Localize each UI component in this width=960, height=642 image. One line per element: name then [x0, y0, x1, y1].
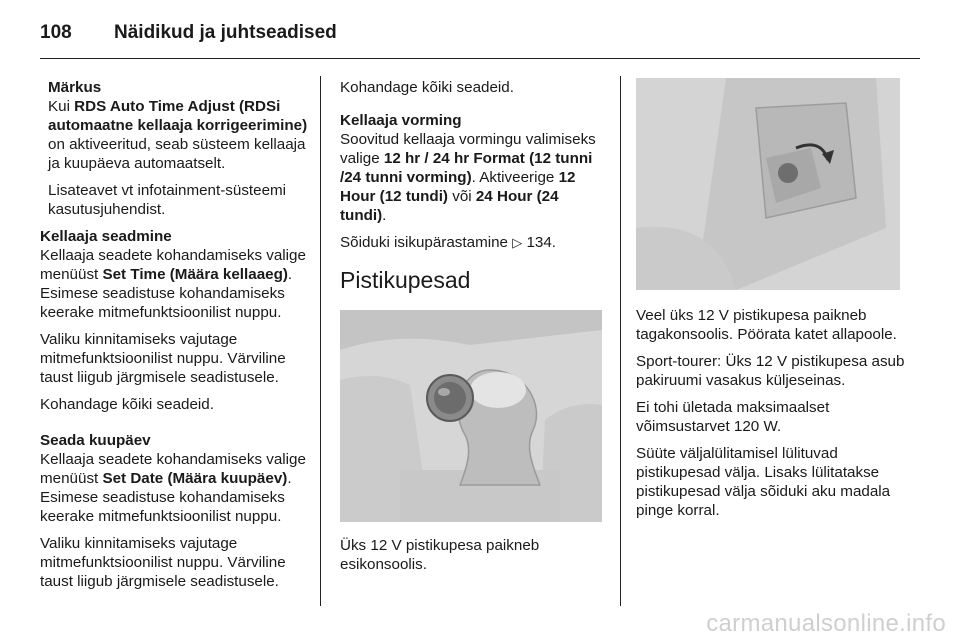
text-span: Kellaaja seadete kohandamiseks valige menüüst — [40, 247, 306, 283]
note-paragraph-2: Lisateavet vt infotainment-süsteemi kasutusjuhendist. — [48, 182, 287, 218]
reference-text: Sõiduki isikupärastamine — [340, 234, 508, 251]
text-span: või — [448, 188, 476, 205]
reference-page: 134. — [526, 234, 557, 251]
menu-term: Set Time (Määra kellaaeg) — [102, 266, 288, 283]
menu-term: RDS Auto Time Adjust (RDSi automaatne kellaaja korrigeerimine) — [48, 98, 308, 134]
subheading-clock: Kellaaja seadmine — [40, 228, 172, 245]
max-power-paragraph: Ei tohi ületada maksimaalset võimsustarvet 120 W. — [636, 399, 830, 435]
clock-paragraph-2: Valiku kinnitamiseks vajutage mitmefunktsioonilist nuppu. Värviline taust liigub järgmisele seadistusele. — [40, 331, 286, 386]
format-paragraph — [340, 130, 606, 225]
menu-term: 12 hr / 24 hr Format (12 tunni /24 tunni vorming) — [340, 150, 593, 186]
front-outlet-caption: Üks 12 V pistikupesa paikneb esikonsoolis. — [340, 537, 540, 573]
header-rule — [40, 58, 920, 59]
menu-term: 24 Hour (24 tundi) — [340, 188, 559, 224]
date-paragraph-2: Valiku kinnitamiseks vajutage mitmefunktsioonilist nuppu. Värviline taust liigub järgmisele seadistusele. — [40, 535, 286, 590]
text-span: . — [382, 207, 387, 224]
subheading-date: Seada kuupäev — [40, 432, 151, 449]
text-span: Kui — [48, 98, 75, 115]
section-title: Näidikud ja juhtseadised — [114, 22, 337, 43]
cross-reference — [340, 233, 606, 252]
menu-term: 12 Hour (12 tundi) — [340, 169, 576, 205]
ignition-off-paragraph: Süüte väljalülitamisel lülituvad pistikupesad välja. Lisaks lülitatakse pistikupesad välja sõiduki aku madala pinge korral. — [636, 445, 891, 519]
spacer — [40, 422, 312, 431]
col2-top-paragraph: Kohandage kõiki seadeid. — [340, 79, 514, 96]
column-divider-right — [620, 76, 621, 606]
note-block — [40, 78, 312, 219]
note-title: Märkus — [48, 79, 102, 96]
column-1 — [40, 78, 312, 599]
column-3 — [636, 78, 906, 528]
menu-term: Set Date (Määra kuupäev) — [102, 470, 288, 487]
text-span: Soovitud kellaaja vormingu valimiseks valige — [340, 131, 596, 167]
heading-power-outlets: Pistikupesad — [340, 267, 471, 293]
clock-paragraph-1 — [40, 246, 312, 322]
page-header — [40, 18, 920, 58]
watermark: carmanualsonline.info — [706, 610, 946, 637]
front-console-outlet-illustration — [340, 310, 602, 522]
sport-tourer-paragraph: Sport-tourer: Üks 12 V pistikupesa asub pakiruumi vasakus küljeseinas. — [636, 353, 905, 389]
clock-paragraph-3: Kohandage kõiki seadeid. — [40, 396, 214, 413]
page-number: 108 — [40, 22, 72, 43]
text-span: . Aktiveerige — [471, 169, 559, 186]
rear-console-outlet-illustration — [636, 78, 900, 290]
rear-outlet-paragraph: Veel üks 12 V pistikupesa paikneb tagakonsoolis. Pöörata katet allapoole. — [636, 307, 897, 343]
text-span: on aktiveeritud, seab süsteem kellaaja ja kuupäeva automaatselt. — [48, 136, 306, 172]
page-reference-icon: ▷ — [512, 235, 523, 250]
note-paragraph-1 — [48, 97, 312, 173]
column-divider-left — [320, 76, 321, 606]
text-span: . Esimese seadistuse kohandamiseks keerake mitmefunktsioonilist nuppu. — [40, 266, 293, 321]
text-span: Kellaaja seadete kohandamiseks valige menüüst — [40, 451, 306, 487]
text-span: . Esimese seadistuse kohandamiseks keerake mitmefunktsioonilist nuppu. — [40, 470, 292, 525]
subheading-format: Kellaaja vorming — [340, 112, 462, 129]
date-paragraph-1 — [40, 450, 312, 526]
column-2 — [340, 78, 606, 582]
